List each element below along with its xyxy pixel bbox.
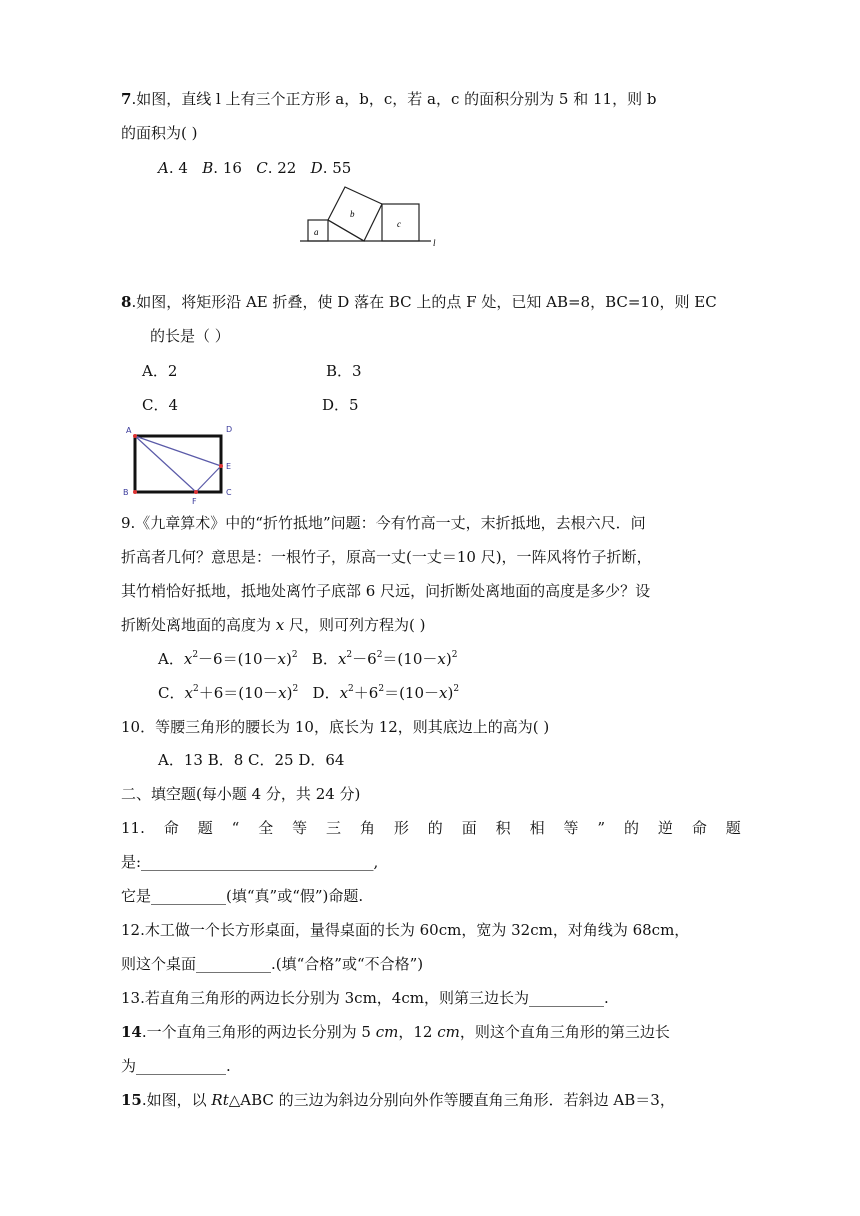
q9-options-row2: C．$x^2+6=(10-x)^2$ D．$x^2+6^2=(10-x)^2$ [158,684,460,702]
point-a [133,434,137,438]
q12-line2: 则这个桌面__________.(填“合格”或“不合格”) [121,955,424,973]
q9-line4: 折断处离地面的高度为 x 尺，则可列方程为( ) [121,616,426,634]
rectangle-abcd [135,436,221,492]
q8-line2: 的长是（ ） [150,327,230,345]
q8-figure [118,420,248,505]
q11-line3: 它是__________(填“真”或“假”)命题. [121,887,364,905]
q8-option-d: D．5 [322,396,359,414]
q7-line2: 的面积为( ) [121,124,198,142]
label-b: b [350,209,355,219]
q14-line1: 14.一个直角三角形的两边长分别为 5 cm，12 cm，则这个直角三角形的第三边长 [121,1023,670,1041]
q9-line1: 9.《九章算术》中的“折竹抵地”问题：今有竹高一丈，末折抵地，去根六尺．问 [121,514,646,532]
q10-options: A．13 B．8 C．25 D．64 [158,751,345,769]
label-e: E [226,462,232,471]
label-d: D [226,425,233,434]
q15-line1: 15.如图，以 Rt△ABC 的三边为斜边分别向外作等腰直角三角形．若斜边 AB＝3， [121,1091,675,1109]
q14-line2: 为____________. [121,1057,231,1075]
section-2-heading: 二、填空题(每小题 4 分，共 24 分) [121,785,361,803]
label-c: C [226,488,232,497]
q11-line2: 是:_______________________________, [121,853,379,871]
q7-line1: 7.如图，直线 l 上有三个正方形 a，b，c，若 a，c 的面积分别为 5 和 11，则 b [121,90,657,108]
q9-line2: 折高者几何？意思是：一根竹子，原高一丈(一丈＝10 尺)，一阵风将竹子折断， [121,548,652,566]
q10-line1: 10．等腰三角形的腰长为 10，底长为 12，则其底边上的高为( ) [121,718,550,736]
square-b [328,187,382,241]
label-a: a [314,227,319,237]
point-f [194,490,198,494]
label-b: B [123,488,129,497]
q8-option-c: C．4 [142,396,179,414]
segment-fe [196,466,221,492]
q11-line1: 11. 命 题 “ 全 等 三 角 形 的 面 积 相 等 ” 的 逆 命 题 [121,819,741,837]
label-l: l [433,238,436,248]
segment-af [135,436,196,492]
square-b-diag [328,220,364,241]
q8-line1: 8.如图，将矩形沿 AE 折叠，使 D 落在 BC 上的点 F 处，已知 AB=8，BC=10，则 EC [121,293,717,311]
point-b [133,490,137,494]
q13-line1: 13.若直角三角形的两边长分别为 3cm，4cm，则第三边长为__________. [121,989,609,1007]
q7-options: A. 4 B. 16 C. 22 D. 55 [158,159,352,177]
label-a: A [126,426,132,435]
fold-line-ae [135,436,221,466]
q8-option-b: B．3 [326,362,362,380]
q8-option-a: A．2 [142,362,178,380]
q9-options-row1: A．$x^2-6=(10-x)^2$ B．$x^2-6^2=(10-x)^2$ [158,650,458,668]
q12-line1: 12.木工做一个长方形桌面，量得桌面的长为 60cm，宽为 32cm，对角线为 68cm， [121,921,690,939]
q9-line3: 其竹梢恰好抵地，抵地处离竹子底部 6 尺远，问折断处离地面的高度是多少？设 [121,582,651,600]
point-e [219,464,223,468]
label-f: F [192,497,197,506]
q7-figure [296,180,446,252]
label-c: c [397,219,401,229]
